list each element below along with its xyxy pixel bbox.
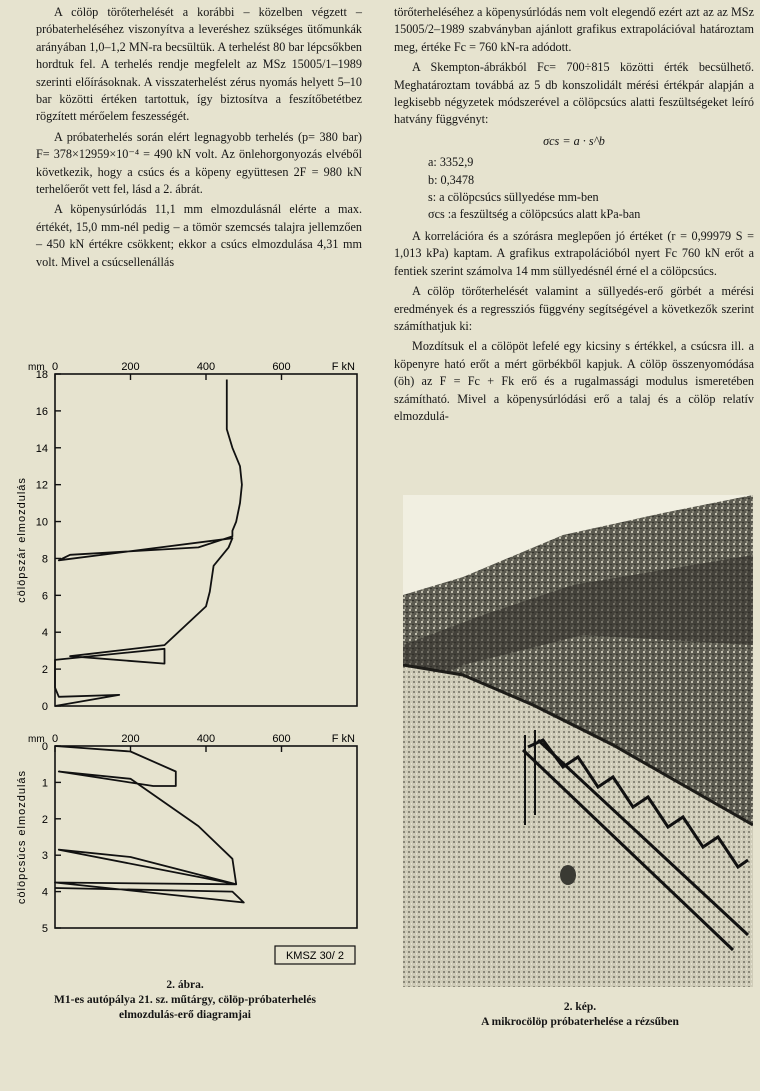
figure-caption-line: M1-es autópálya 21. sz. műtárgy, cölöp-próbaterhelés <box>54 994 316 1006</box>
variable-b: b: 0,3478 <box>428 172 475 187</box>
displacement-force-diagram <box>0 350 380 970</box>
series-line <box>55 380 242 707</box>
paragraph: A köpenysúrlódás 11,1 mm elmozdulásnál elérte a max. értékét, 15,0 mm-nél pedig – a tömör szemcsés talajra jellemzően – 450 kN értékre csökkent; ekkor a csúcs elmozdulása 4,31 mm volt. Mivel a csúcsellenállás <box>36 202 362 269</box>
pile-head <box>560 865 576 885</box>
paragraph: törőterheléséhez a köpenysúrlódás nem volt elegendő ezért azt az az MSz 15005/2–1989 szabványban ajánlott grafikus extrapolációval határoztam meg, értéke Fc = 760 kN-ra adódott. <box>394 5 754 54</box>
photo-caption-text: A mikrocölöp próbaterhelése a rézsűben <box>481 1016 679 1028</box>
y-tick-label: 12 <box>35 479 48 492</box>
y-tick-label: 18 <box>35 369 48 381</box>
x-tick-label: 600 <box>272 733 291 745</box>
figure-caption <box>20 978 350 1023</box>
figure-caption-line: elmozdulás-erő diagramjai <box>119 1009 251 1021</box>
left-text-column <box>36 4 362 274</box>
y-tick-label: 1 <box>41 777 48 790</box>
x-tick-label: 200 <box>121 733 140 745</box>
x-tick-label: 0 <box>51 733 59 745</box>
y-tick-label: 4 <box>41 886 48 899</box>
x-tick-label: 400 <box>196 361 216 373</box>
photo-caption <box>420 1000 740 1030</box>
label-box-text: KMSZ 30/ 2 <box>285 950 345 962</box>
x-tick-label: 600 <box>272 361 291 373</box>
variable-sigma: σcs :a feszültség a cölöpcsúcs alatt kPa-ban <box>428 207 641 222</box>
paragraph: A korrelációra és a szórásra meglepően jó értéket (r = 0,99979 S = 1,013 kPa) kaptam. A grafikus extrapolációból nyert Fc 760 kN erőt a fentiek szerint számolva 14 mm süllyedésnél érné el a cölöpcsúcs. <box>394 228 754 278</box>
variable-s: s: a cölöpcsúcs süllyedése mm-ben <box>428 190 599 205</box>
y-axis-label: cölöpcsúcs elmozdulás <box>16 769 28 905</box>
y-tick-label: 4 <box>41 627 48 640</box>
pile-load-test-photo <box>403 495 753 987</box>
y-tick-label: 2 <box>41 813 48 826</box>
y-tick-label: 5 <box>41 923 48 935</box>
y-tick-label: 10 <box>35 516 48 529</box>
variable-a: a: 3352,9 <box>428 155 474 170</box>
variable-list <box>428 154 754 224</box>
x-tick-label: 0 <box>51 361 59 373</box>
x-tick-label: 200 <box>121 361 140 373</box>
y-axis-label: cölöpszár elmozdulás <box>16 477 28 603</box>
y-tick-label: 0 <box>41 701 48 713</box>
x-axis-label: F kN <box>331 361 355 373</box>
y-unit-label: mm <box>28 362 45 373</box>
paragraph: A cölöp törőterhelését valamint a süllyedés-erő görbét a mérési eredmények és a regressziós függvény segítségével a következők szerint számíthatjuk ki: <box>394 284 754 333</box>
tip-displacement-chart <box>16 733 357 964</box>
figure-number: 2. ábra. <box>166 979 204 991</box>
y-tick-label: 2 <box>41 664 48 677</box>
paragraph: A Skempton-ábrákból Fc= 700÷815 közötti érték becsülhető. Meghatároztam továbbá az 5 db konszolidált mérési értékpár alapján a legkisebb négyzetek módszerével a cölöpcsúcs alatti feszültségeket leíró hatvány függvényt: <box>394 60 754 127</box>
power-function-formula: σcs = a · s^b <box>543 133 605 148</box>
y-tick-label: 8 <box>41 553 48 566</box>
series-line <box>55 746 244 903</box>
y-tick-label: 0 <box>41 741 48 753</box>
right-text-column <box>394 4 754 428</box>
y-tick-label: 16 <box>35 405 48 418</box>
paragraph: A cölöp törőterhelését a korábbi – közelben végzett – próbaterheléséhez viszonyítva a leveréshez szükséges ütőmunkák arányában 1,0–1,2 MN-ra becsültük. A terhelést 80 bar lépcsőkben hordtuk fel. A terhelés rendje megfelelt az MSz 15005/1–1989 szerinti előírásoknak. A visszaterhelést zérus nyomás helyett 5–10 bar közötti értéken tartottuk, így biztosítva a feszítőbetétbez rögzített mérőelem feszességét. <box>36 5 362 124</box>
x-tick-label: 400 <box>196 733 216 745</box>
paragraph: Mozdítsuk el a cölöpöt lefelé egy kicsiny s értékkel, a csúcsra ill. a köpenyre ható erőt a mért görbékből kapjuk. A cölöp összenyomódása (öh) az F = Fc + Fk erő és a rugalmassági modulus ismeretében számítható. Mivel a köpenysúrlódási erő a talaj és a cölöp relatív elmozdulá- <box>394 339 754 423</box>
y-unit-label: mm <box>28 734 45 745</box>
y-tick-label: 3 <box>41 850 48 863</box>
plot-frame <box>55 746 357 928</box>
y-tick-label: 14 <box>35 442 48 455</box>
y-tick-label: 6 <box>41 590 48 603</box>
paragraph: A próbaterhelés során elért legnagyobb terhelés (p= 380 bar) F= 378×12959×10⁻⁴ = 490 kN volt. Az önlehorgonyozás elvéből következik, hogy a csúcs és a köpeny együttesen 2F = 980 kN terhelőerőt vett fel, lásd a 2. ábrát. <box>36 129 362 197</box>
shaft-displacement-chart <box>16 361 357 713</box>
x-axis-label: F kN <box>331 733 355 745</box>
photo-number: 2. kép. <box>563 1001 597 1013</box>
